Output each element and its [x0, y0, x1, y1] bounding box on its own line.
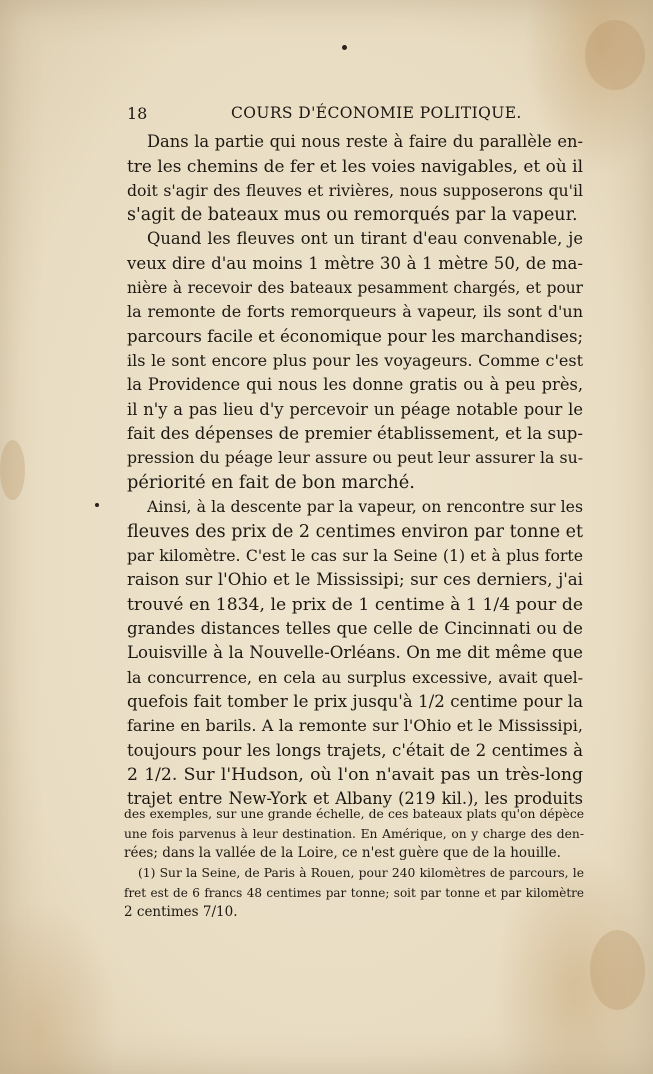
text-line: nière à recevoir des bateaux pesamment chargés, et pour	[127, 279, 583, 298]
text-line: grandes distances telles que celle de Cincinnati ou de	[127, 618, 583, 638]
text-line: trajet entre New-York et Albany (219 kil.), les produits	[127, 789, 583, 809]
paper-stain	[590, 930, 645, 1010]
ink-dot	[95, 503, 99, 507]
footnote-line: des exemples, sur une grande échelle, de ces bateaux plats qu'on dépèce	[124, 807, 584, 821]
page-header	[127, 104, 583, 126]
footnote-line: (1) Sur la Seine, de Paris à Rouen, pour 240 kilomètres de parcours, le	[138, 866, 584, 881]
ink-dot	[342, 45, 347, 50]
paper-stain	[0, 440, 25, 500]
running-title: COURS D'ÉCONOMIE POLITIQUE.	[231, 104, 522, 122]
text-line: quefois fait tomber le prix jusqu'à 1/2 centime pour la	[127, 691, 583, 711]
page-number: 18	[127, 104, 148, 123]
text-line: fleuves des prix de 2 centimes environ par tonne et	[127, 521, 583, 542]
text-line: Ainsi, à la descente par la vapeur, on rencontre sur les	[147, 497, 583, 517]
text-line: pression du péage leur assure ou peut leur assurer la su-	[127, 448, 583, 468]
text-line: farine en barils. A la remonte sur l'Ohio et le Mississipi,	[127, 716, 583, 736]
text-line: Quand les fleuves ont un tirant d'eau convenable, je	[147, 229, 583, 249]
text-line: la concurrence, en cela au surplus excessive, avait quel-	[127, 667, 583, 687]
text-line: Louisville à la Nouvelle-Orléans. On me dit même que	[127, 643, 583, 663]
footnote-line: fret est de 6 francs 48 centimes par tonne; soit par tonne et par kilomètre	[124, 885, 584, 900]
footnote-line: une fois parvenus à leur destination. En Amérique, on y charge des den-	[124, 826, 584, 841]
text-line: 2 1/2. Sur l'Hudson, où l'on n'avait pas un très-long	[127, 764, 583, 785]
text-line: tre les chemins de fer et les voies navigables, et où il	[127, 156, 583, 177]
text-line: il n'y a pas lieu d'y percevoir un péage notable pour le	[127, 399, 583, 419]
text-line: fait des dépenses de premier établissement, et la sup-	[127, 424, 583, 444]
footnotes	[124, 805, 584, 923]
text-line: par kilomètre. C'est le cas sur la Seine (1) et à plus forte	[127, 545, 583, 565]
paper-stain	[585, 20, 645, 90]
footnote-line: rées; dans la vallée de la Loire, ce n'est guère que de la houille.	[124, 845, 561, 862]
text-line: périorité en fait de bon marché.	[127, 471, 415, 493]
text-line: la remonte de forts remorqueurs à vapeur, ils sont d'un	[127, 302, 583, 322]
text-line: veux dire d'au moins 1 mètre 30 à 1 mètre 50, de ma-	[127, 253, 583, 273]
text-line: la Providence qui nous les donne gratis ou à peu près,	[127, 375, 583, 395]
text-line: parcours facile et économique pour les marchandises;	[127, 326, 584, 346]
text-line: toujours pour les longs trajets, c'était de 2 centimes à	[127, 740, 583, 760]
text-line: raison sur l'Ohio et le Mississipi; sur ces derniers, j'ai	[127, 570, 583, 590]
text-line: ils le sont encore plus pour les voyageurs. Comme c'est	[127, 351, 583, 371]
text-line: Dans la partie qui nous reste à faire du parallèle en-	[147, 132, 583, 151]
main-text	[127, 130, 583, 812]
text-line: doit s'agir des fleuves et rivières, nous supposerons qu'il	[127, 180, 583, 200]
footnote-line: 2 centimes 7/10.	[124, 904, 238, 921]
text-line: s'agit de bateaux mus ou remorqués par la vapeur.	[127, 205, 578, 226]
text-line: trouvé en 1834, le prix de 1 centime à 1 1/4 pour de	[127, 594, 583, 615]
